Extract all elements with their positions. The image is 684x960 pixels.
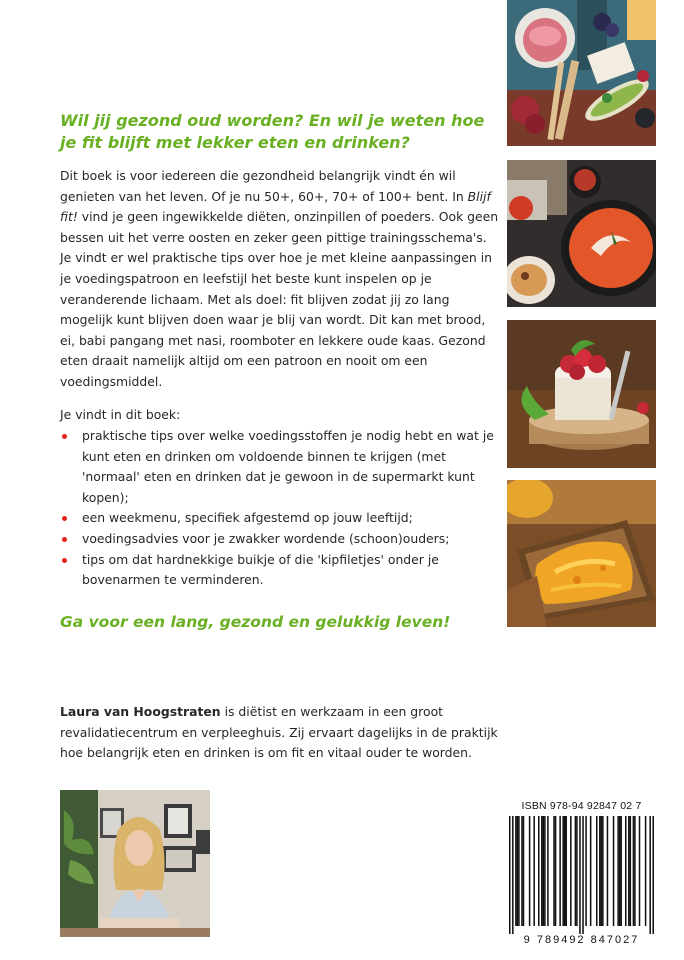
list-item: tips om dat hardnekkige buikje of die 'kipfiletjes' onder je bovenarmen te verminderen. [60, 550, 505, 591]
barcode-bar [620, 816, 622, 926]
author-portrait [60, 790, 210, 937]
barcode-bar [596, 816, 598, 926]
list-item: voedingsadvies voor je zwakker wordende (schoon)ouders; [60, 529, 505, 550]
barcode-bar [547, 816, 549, 926]
barcode-bar [523, 816, 525, 926]
food-photo-bread-jam [507, 480, 656, 627]
barcode-bar [559, 816, 561, 926]
tagline: Ga voor een lang, gezond en gelukkig leven! [60, 613, 451, 631]
isbn-label: ISBN 978-94 92847 02 7 [521, 800, 642, 812]
barcode-bar [607, 816, 609, 926]
barcode-bar [512, 816, 514, 934]
barcode-bar [582, 816, 584, 934]
headline-line-1: Wil jij gezond oud worden? En wil je weten hoe [60, 111, 485, 130]
list-item: een weekmenu, specifiek afgestemd op jouw leeftijd; [60, 508, 505, 529]
barcode-bar [645, 816, 647, 926]
list-intro: Je vindt in dit boek: [60, 407, 181, 422]
feature-list [60, 426, 505, 591]
barcode-bar [553, 816, 555, 926]
intro-text-2: vind je geen ingewikkelde diëten, onzinpillen of poeders. Ook geen bessen uit het verre oosten en zeker geen pittige trainingsschema's. Je vindt er wel praktische tips over hoe je met kleine aanpassingen in je voedingspatroon en leefstijl het beste kunt inspelen op je veranderende lichaam. Met als doel: fit blijven zodat jij zo lang mogelijk kunt blijven doen waar je blij van wordt. Dit kan met brood, ei, babi pangang met nasi, roomboter en lekkere oude kaas. Gezond eten draait namelijk altijd om een patroon en nooit om een voedingsmiddel. [60, 209, 499, 389]
barcode-bar [565, 816, 567, 926]
barcode-bar [555, 816, 557, 926]
barcode-bar [543, 816, 545, 926]
book-title: Blijf fit! [60, 188, 491, 225]
barcode-bar [509, 816, 511, 934]
barcode-bar [602, 816, 604, 926]
barcode-bar [617, 816, 619, 926]
intro-paragraph [60, 166, 500, 393]
headline-line-2: je fit blijft met lekker eten en drinken? [60, 133, 410, 152]
food-photo-yoghurt-jar [507, 320, 656, 468]
barcode-bar [633, 816, 635, 926]
author-bio [60, 702, 500, 764]
barcode-bar [585, 816, 587, 926]
food-photo-tomato-soup [507, 160, 656, 307]
barcode-bar [538, 816, 540, 926]
author-name: Laura van Hoogstraten [60, 704, 221, 719]
barcode-bar [544, 816, 546, 926]
barcode-bar [599, 816, 601, 926]
barcode-bar [652, 816, 654, 934]
barcode-bar [541, 816, 543, 926]
barcode-bar [601, 816, 603, 926]
barcode-bar [634, 816, 636, 926]
barcode-bars [509, 816, 654, 934]
intro-text-1: Dit boek is voor iedereen die gezondheid belangrijk vindt én wil genieten van het leven. Of je nu 50+, 60+, 70+ of 100+ bent. In [60, 168, 468, 204]
food-photo-tapas [507, 0, 656, 146]
back-cover-headline [60, 110, 490, 154]
barcode-bar [533, 816, 535, 926]
barcode-bar [619, 816, 621, 926]
barcode-bar [517, 816, 519, 926]
author-bio-text: is diëtist en werkzaam in een groot revalidatiecentrum en verpleeghuis. Zij ervaart dagelijks in de praktijk hoe belangrijk eten en drinken is om fit en vitaal ouder te worden. [60, 704, 498, 761]
barcode-bar [562, 816, 564, 926]
barcode-bar [590, 816, 592, 926]
barcode-bar [630, 816, 632, 926]
barcode-bar [649, 816, 651, 934]
barcode-bar [575, 816, 577, 926]
barcode-bar [529, 816, 531, 926]
isbn-barcode [507, 800, 656, 950]
list-item: praktische tips over welke voedingsstoffen je nodig hebt en wat je kunt eten en drinken om voldoende binnen te krijgen (met 'normaal' eten en drinken dat je gewoon in de supermarkt kunt kopen); [60, 426, 505, 508]
barcode-bar [625, 816, 627, 926]
barcode-bar [639, 816, 641, 926]
barcode-bar [515, 816, 517, 926]
barcode-bar [579, 816, 581, 934]
barcode-bar [570, 816, 572, 926]
barcode-bar [518, 816, 520, 926]
barcode-bar [613, 816, 615, 926]
ean-digits: 9 789492 847027 [523, 934, 640, 946]
barcode-bar [564, 816, 566, 926]
barcode-bar [628, 816, 630, 926]
barcode-bar [521, 816, 523, 926]
barcode-bar [576, 816, 578, 926]
